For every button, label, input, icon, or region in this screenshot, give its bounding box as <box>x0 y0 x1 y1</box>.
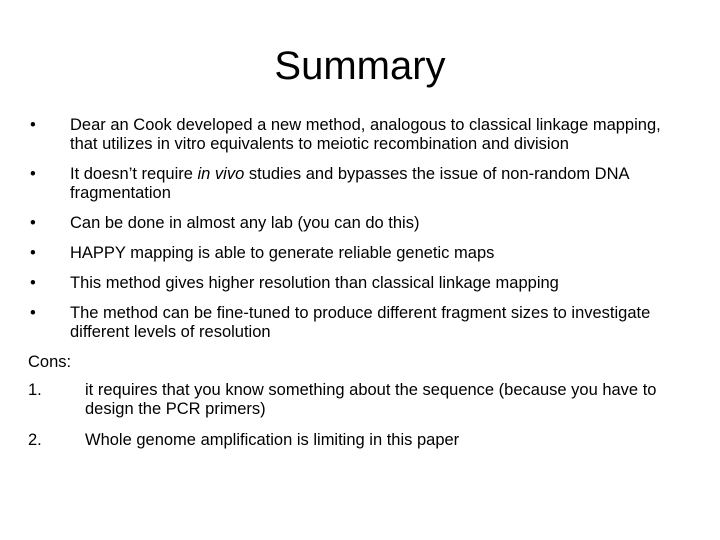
cons-item <box>28 381 668 419</box>
cons-item <box>28 431 668 450</box>
bullet-text-after: studies and bypasses the issue of non-random DNA fragmentation <box>70 165 629 202</box>
bullet-text: This method gives higher resolution than classical linkage mapping <box>70 274 559 292</box>
bullet-dot-icon: • <box>30 244 36 262</box>
slide-body <box>28 116 668 462</box>
bullet-dot-icon: • <box>30 116 36 134</box>
bullet-item <box>28 165 668 203</box>
bullet-dot-icon: • <box>30 274 36 292</box>
cons-marker: 1. <box>28 381 42 399</box>
cons-label: Cons: <box>28 353 72 371</box>
bullet-item <box>28 214 668 233</box>
bullet-item <box>28 116 668 154</box>
bullet-dot-icon: • <box>30 165 36 183</box>
bullet-text: Dear an Cook developed a new method, analogous to classical linkage mapping, that utilizes in vitro equivalents to meiotic recombination and division <box>70 116 661 153</box>
bullet-text: The method can be fine-tuned to produce different fragment sizes to investigate different levels of resolution <box>70 304 651 341</box>
bullet-dot-icon: • <box>30 304 36 322</box>
bullet-item <box>28 274 668 293</box>
bullet-text: HAPPY mapping is able to generate reliable genetic maps <box>70 244 495 262</box>
bullet-text: Can be done in almost any lab (you can do this) <box>70 214 420 232</box>
bullet-text-before: It doesn’t require <box>70 165 198 183</box>
bullet-item <box>28 304 668 342</box>
cons-text: Whole genome amplification is limiting in this paper <box>85 431 460 449</box>
bullet-dot-icon: • <box>30 214 36 232</box>
cons-text: it requires that you know something about the sequence (because you have to design the PCR primers) <box>85 381 657 418</box>
cons-marker: 2. <box>28 431 42 449</box>
bullet-text-italic: in vivo <box>197 165 245 183</box>
bullet-item <box>28 244 668 263</box>
slide-title: Summary <box>274 44 446 88</box>
